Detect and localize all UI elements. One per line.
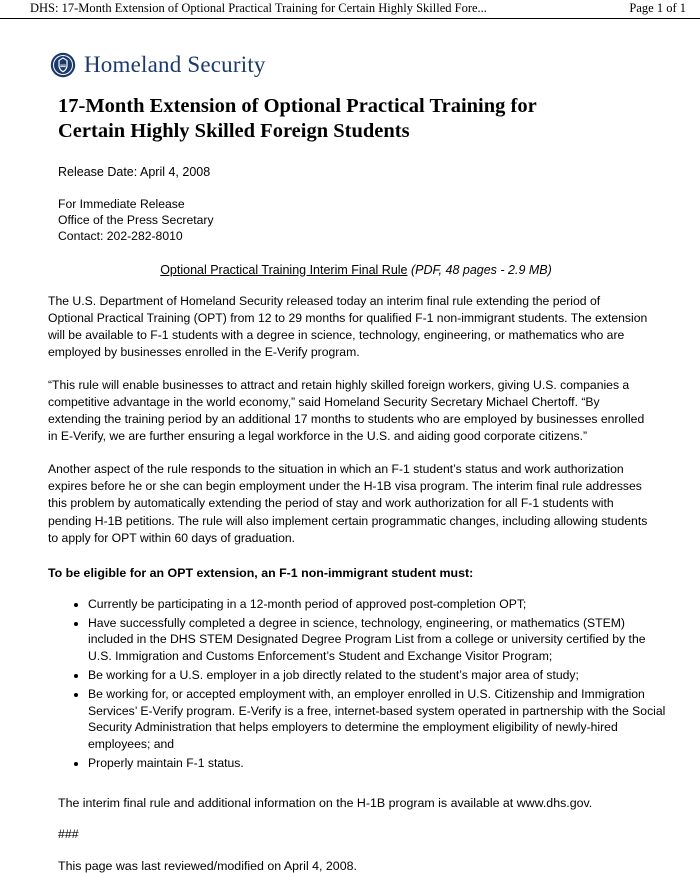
eligibility-heading: To be eligible for an OPT extension, an F-1 non-immigrant student must: bbox=[48, 565, 474, 580]
last-reviewed: This page was last reviewed/modified on April 4, 2008. bbox=[58, 858, 357, 873]
list-item: • Have successfully completed a degree in science, technology, engineering, or mathematics (STEM) included in the DHS STEM Designated Degree Program List from a college or university certified by the U.S. Immigration and Customs Enforcement’s Student and Exchange Visitor Program; bbox=[88, 615, 668, 665]
release-info bbox=[58, 196, 654, 245]
list-item: • Currently be participating in a 12-month period of approved post-completion OPT; bbox=[88, 596, 668, 613]
opt-rule-link[interactable]: Optional Practical Training Interim Final Rule bbox=[160, 262, 408, 277]
print-header-title: DHS: 17-Month Extension of Optional Practical Training for Certain Highly Skilled Fore... bbox=[30, 1, 487, 15]
release-office: Office of the Press Secretary bbox=[58, 213, 214, 228]
site-branding bbox=[46, 52, 654, 78]
body-paragraph-1: The U.S. Department of Homeland Security released today an interim final rule extending the period of Optional Practical Training (OPT) from 12 to 29 months for qualified F-1 non-immigrant students. The extension will be available to F-1 students with a degree in science, technology, engineering, or mathematics who are employed by businesses enrolled in the E-Verify program. bbox=[48, 293, 648, 359]
rule-link-meta: (PDF, 48 pages - 2.9 MB) bbox=[411, 262, 552, 277]
release-immediate: For Immediate Release bbox=[58, 197, 185, 211]
print-header bbox=[0, 0, 700, 19]
eligibility-list bbox=[46, 596, 668, 772]
release-date: Release Date: April 4, 2008 bbox=[58, 165, 211, 179]
list-item: • Be working for a U.S. employer in a job directly related to the student’s major area of study; bbox=[88, 667, 668, 684]
document-content bbox=[0, 52, 700, 873]
list-item: • Properly maintain F-1 status. bbox=[88, 755, 668, 772]
page-title: 17-Month Extension of Optional Practical Training for Certain Highly Skilled Foreign Students bbox=[58, 95, 537, 142]
list-item: • Be working for, or accepted employment with, an employer enrolled in U.S. Citizenship and Immigration Services’ E-Verify program. E-Verify is a free, internet-based system operated in partnership with the Social Security Administration that helps employers to determine the employment eligibility of newly-hired employees; and bbox=[88, 686, 668, 753]
body-paragraph-2: “This rule will enable businesses to attract and retain highly skilled foreign workers, giving U.S. companies a competitive advantage in the world economy,” said Homeland Security Secretary Michael Chertoff. “By extending the training period by an additional 17 months to students who are employed by businesses enrolled in E-Verify, we are further ensuring a legal workforce in the U.S. and aiding good corporate citizens.” bbox=[48, 377, 645, 444]
dhs-seal-icon bbox=[50, 52, 76, 78]
rule-link-line bbox=[58, 263, 654, 277]
closing-paragraph: The interim final rule and additional information on the H-1B program is available at www.dhs.gov. bbox=[58, 795, 593, 810]
print-header-page-indicator: Page 1 of 1 bbox=[629, 1, 686, 15]
brand-name: Homeland Security bbox=[84, 52, 266, 77]
release-contact: Contact: 202-282-8010 bbox=[58, 229, 183, 244]
end-marker: ### bbox=[58, 826, 79, 841]
body-paragraph-3: Another aspect of the rule responds to the situation in which an F-1 student’s status and work authorization expires before he or she can begin employment under the H-1B visa program. The interim final rule addresses this problem by automatically extending the period of stay and work authorization for all F-1 students with pending H-1B petitions. The rule will also implement certain programmatic changes, including allowing students to apply for OPT within 60 days of graduation. bbox=[48, 462, 648, 545]
